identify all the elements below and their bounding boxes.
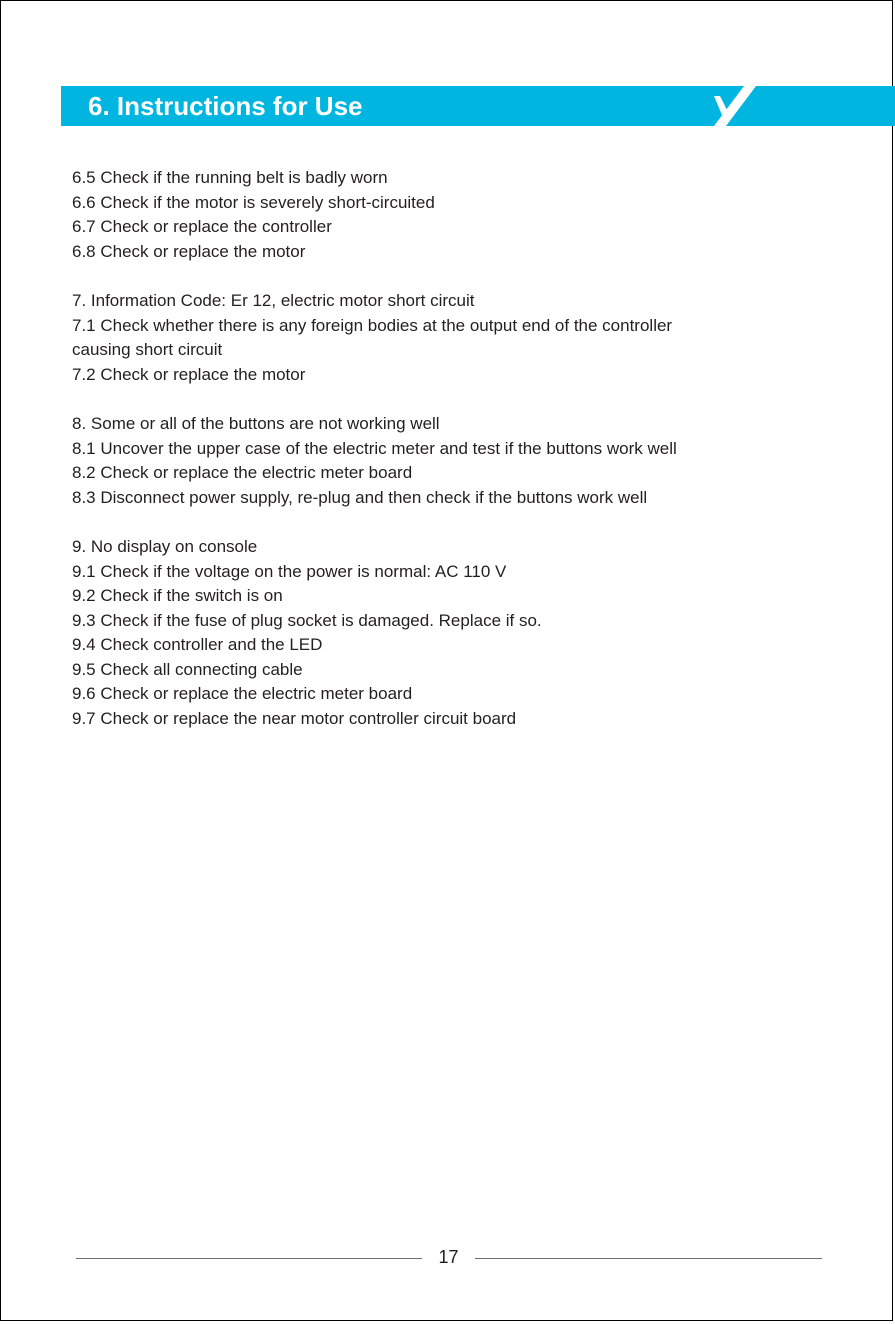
instruction-line: 9.7 Check or replace the near motor controller circuit board [72,708,517,728]
instruction-heading: 9. No display on console [72,537,258,556]
instruction-line: 9.1 Check if the voltage on the power is normal: AC 110 V [72,561,507,581]
instruction-line: 9.3 Check if the fuse of plug socket is damaged. Replace if so. [72,610,542,630]
instruction-line: 8.1 Uncover the upper case of the electric meter and test if the buttons work well [72,438,677,458]
x-slash-icon [714,86,756,126]
instruction-line: causing short circuit [72,340,223,359]
footer-rule-left [76,1258,422,1259]
instruction-line: 7.2 Check or replace the motor [72,364,306,384]
instruction-heading: 7. Information Code: Er 12, electric motor short circuit [72,291,475,310]
page-footer [76,1244,822,1270]
instruction-line: 9.6 Check or replace the electric meter board [72,684,413,703]
block-belt-motor-checks [72,166,862,264]
instruction-line: 6.6 Check if the motor is severely short-circuited [72,192,435,212]
instruction-line: 6.5 Check if the running belt is badly worn [72,168,388,187]
page-number: 17 [438,1247,459,1267]
instruction-line: 9.2 Check if the switch is on [72,586,283,605]
block-no-display [72,535,862,731]
block-buttons-not-working [72,412,862,510]
instruction-line: 9.4 Check controller and the LED [72,635,323,654]
instruction-heading: 8. Some or all of the buttons are not working well [72,414,440,433]
section-header [61,86,895,126]
instructions-content [72,166,862,756]
section-title: 6. Instructions for Use [88,91,363,121]
instruction-line: 6.7 Check or replace the controller [72,217,332,236]
instruction-line: 6.8 Check or replace the motor [72,241,306,261]
block-er12-short-circuit [72,289,862,387]
instruction-line: 7.1 Check whether there is any foreign bodies at the output end of the controller [72,315,673,335]
instruction-line: 8.2 Check or replace the electric meter board [72,463,413,482]
instruction-line: 8.3 Disconnect power supply, re-plug and then check if the buttons work well [72,487,648,507]
instruction-line: 9.5 Check all connecting cable [72,659,303,679]
footer-rule-right [475,1258,822,1259]
